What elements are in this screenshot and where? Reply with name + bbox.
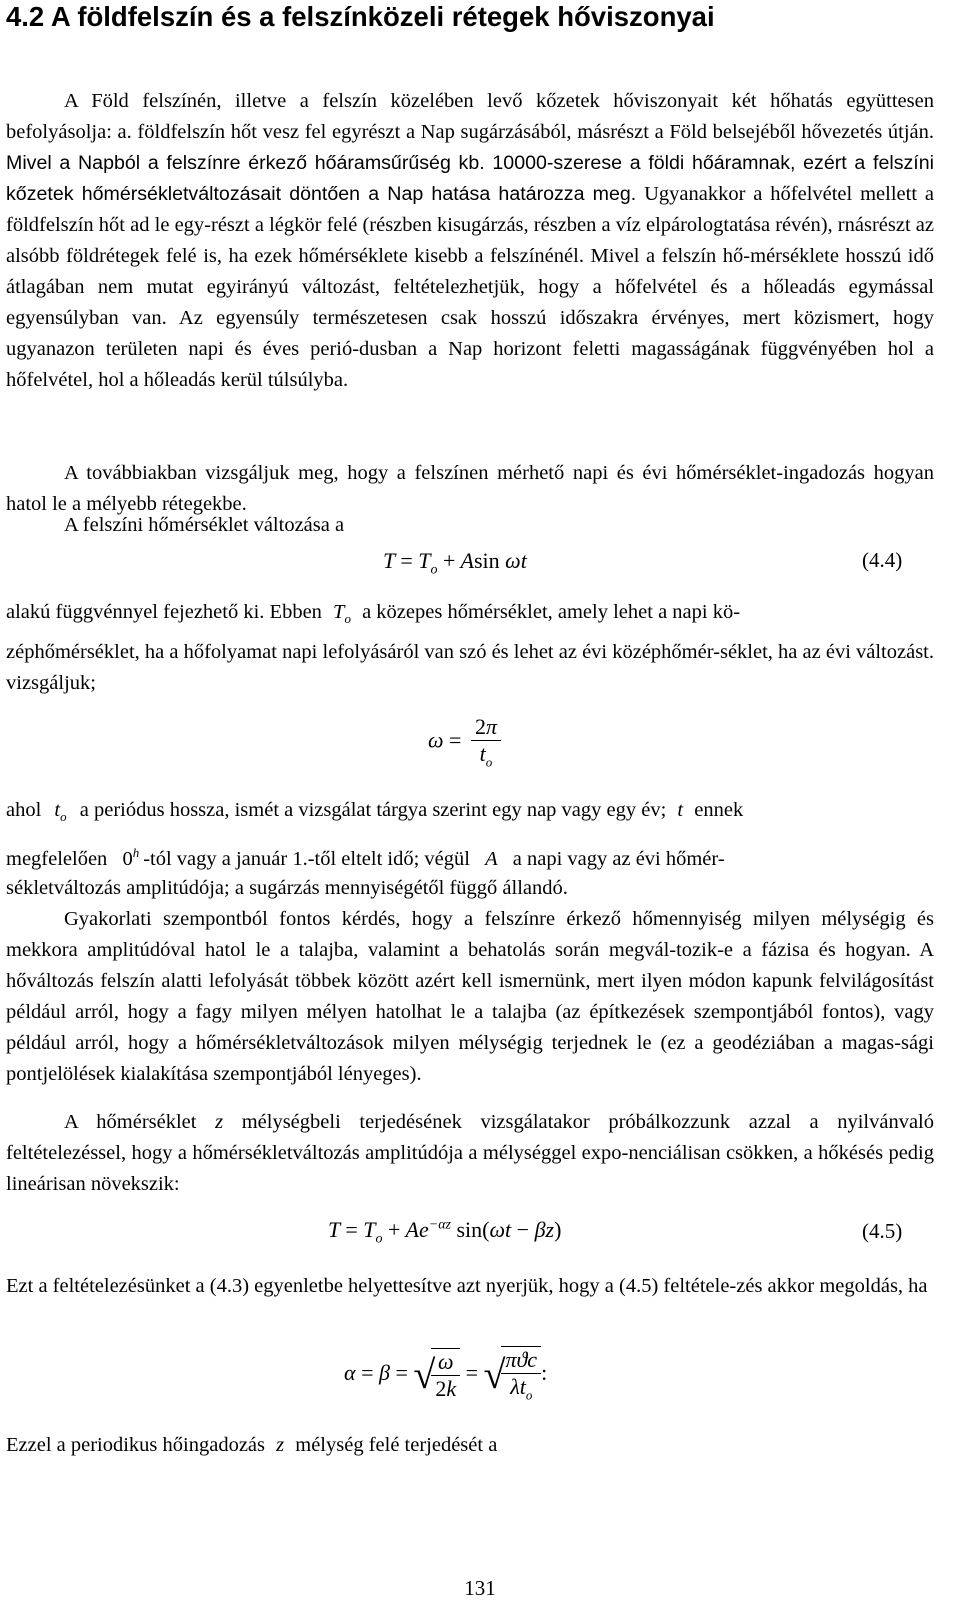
paragraph-period (6, 799, 934, 825)
symbol-t0: $T_o$ (333, 601, 351, 627)
function-form-text: alakú függvénnyel fejezhető ki. Ebben (6, 601, 322, 623)
intro-sentence-3: Ugyanakkor a hőfelvétel mellett a földfelszín hőt ad le egy-részt a légkör felé (részben kisugárzás, részben a víz elpárologtatása révén), rnásrészt az alsóbb földrétegek felé is, ha ezek hőmérséklete kisebb a felszínénél. Mivel a felszín hő-mérséklete hosszú idő átlagában nem mutat egyirányú változást, feltételezhetjük, hogy a hőfelvétel és a hőleadás egymással egyensúlyban van. Az egyensúly természetesen csak hosszú időszakra érvényes, mert közismert, hogy ugyanazon területen napi és éves perió-dusban a Nap horizont feletti magasságának függvényében hol a hőfelvétel, hol a hőleadás kerül túlsúlyba. (6, 183, 934, 391)
period-ahol: ahol (6, 799, 42, 821)
propagation-intro: Ezzel a periodikus hőingadozás (6, 1434, 266, 1456)
paragraph-practical: Gyakorlati szempontból fontos kérdés, hogy a felszínre érkező hőmennyiség milyen mélységig és mekkora amplitúdóval hatol le a talajba, valamint a behatolás során megvál-tozik-e a fázisa és hogyan. A hőváltozás felszín alatti lefolyását többek között azért kell ismernünk, mert ilyen módon kapunk felvilágosítást például arról, hogy a fagy milyen mélyen hatolhat le a talajba (az építkezések szempontjából fontos), vagy például arról, hogy a hőmérsékletváltozások milyen mélységig terjednek le (ez a geodéziában a magas-sági pontjelölések kialakítása szempontjából lényeges). (6, 908, 934, 1085)
equation-4-5-label: (4.5) (862, 1219, 903, 1243)
time-intro: megfelelően (6, 847, 108, 870)
period-text: a periódus hossza, ismét a vizsgálat tárgya szerint egy nap vagy egy év; (79, 799, 667, 821)
paragraph-propagation (6, 1434, 497, 1457)
paragraph-time (6, 845, 725, 871)
intro-sentence-2: Mivel a Napból a felszínre érkező hőáramsűrűség kb. 10000-szerese a földi hőáramnak, ezért a felszíni kőzetek hőmérsékletváltozásait döntően a Nap hatása határozza meg. (6, 152, 934, 205)
paragraph-mean-temp: zéphőmérséklet, ha a hőfolyamat napi lefolyásáról van szó és lehet az évi középhőmér-séklet, ha az évi változást. vizsgáljuk; (6, 641, 934, 694)
intro-sentence-1: A Föld felszínén, illetve a felszín közelében levő kőzetek hőviszonyait két hőhatás együttesen befolyásolja: a. földfelszín hőt vesz fel egyrészt a Nap sugárzásából, másrészt a Föld belsejéből hővezetés útján. (6, 90, 934, 143)
symbol-t: t (677, 799, 684, 821)
symbol-z-depth: z (276, 1434, 285, 1456)
amplitude-text: a napi vagy az évi hőmér- (512, 847, 725, 870)
paragraph-surface-temp: A felszíni hőmérséklet változása a (64, 514, 345, 536)
depth-text: mélységbeli terjedésének vizsgálatakor próbálkozzunk azzal a nyilvánvaló feltételezéssel, hogy a hőmérsékletváltozás amplitúdója a mélységgel expo-nenciálisan csökken, a hőkésés pedig lineárisan növekszik: (6, 1111, 935, 1195)
equation-4-5: $T = T_o + Ae^{-\alpha z}$ sin(ωt − βz) (328, 1217, 562, 1247)
paragraph-intro (6, 86, 934, 396)
equation-4-4: $T = T_o + Asin$ ωt (383, 548, 527, 578)
paragraph-amplitude: sékletváltozás amplitúdója; a sugárzás mennyiségétől függő állandó. (6, 877, 568, 899)
paragraph-substitution: Ezt a feltételezésünket a (4.3) egyenletbe helyettesítve azt nyerjük, hogy a (4.5) feltétele-zés akkor megoldás, ha (6, 1275, 928, 1297)
symbol-t0-period: $t_o$ (54, 799, 67, 825)
equation-alpha-beta: α = β = √ $\frac{\omega}{2k}$ = √ $\frac{\text{πϑc}}{\lambda t_o}$ : (344, 1347, 548, 1403)
time-text: -tól vagy a január 1.-től eltelt idő; végül (143, 847, 470, 870)
paragraph-depth (6, 1107, 934, 1200)
symbol-zero-hour: 0$^h$ (122, 845, 140, 870)
equation-4-4-label: (4.4) (862, 548, 903, 572)
depth-intro: A hőmérséklet (64, 1111, 197, 1133)
mean-temp-text: a közepes hőmérséklet, amely lehet a napi kö- (362, 601, 741, 623)
equation-omega: ω = $\frac{2\pi}{t_o}$ (428, 714, 501, 770)
section-heading: 4.2 A földfelszín és a felszínközeli rétegek hőviszonyai (6, 1, 715, 32)
period-ennek: ennek (694, 799, 744, 821)
symbol-a: A (485, 847, 498, 870)
symbol-z: z (215, 1111, 224, 1133)
page-number: 131 (464, 1576, 496, 1600)
paragraph-oscillation: A továbbiakban vizsgáljuk meg, hogy a felszínen mérhető napi és évi hőmérséklet-ingadozás hogyan hatol le a mélyebb rétegekbe. (6, 462, 934, 515)
propagation-text: mélység felé terjedését a (295, 1434, 498, 1456)
paragraph-function-form (6, 601, 740, 627)
